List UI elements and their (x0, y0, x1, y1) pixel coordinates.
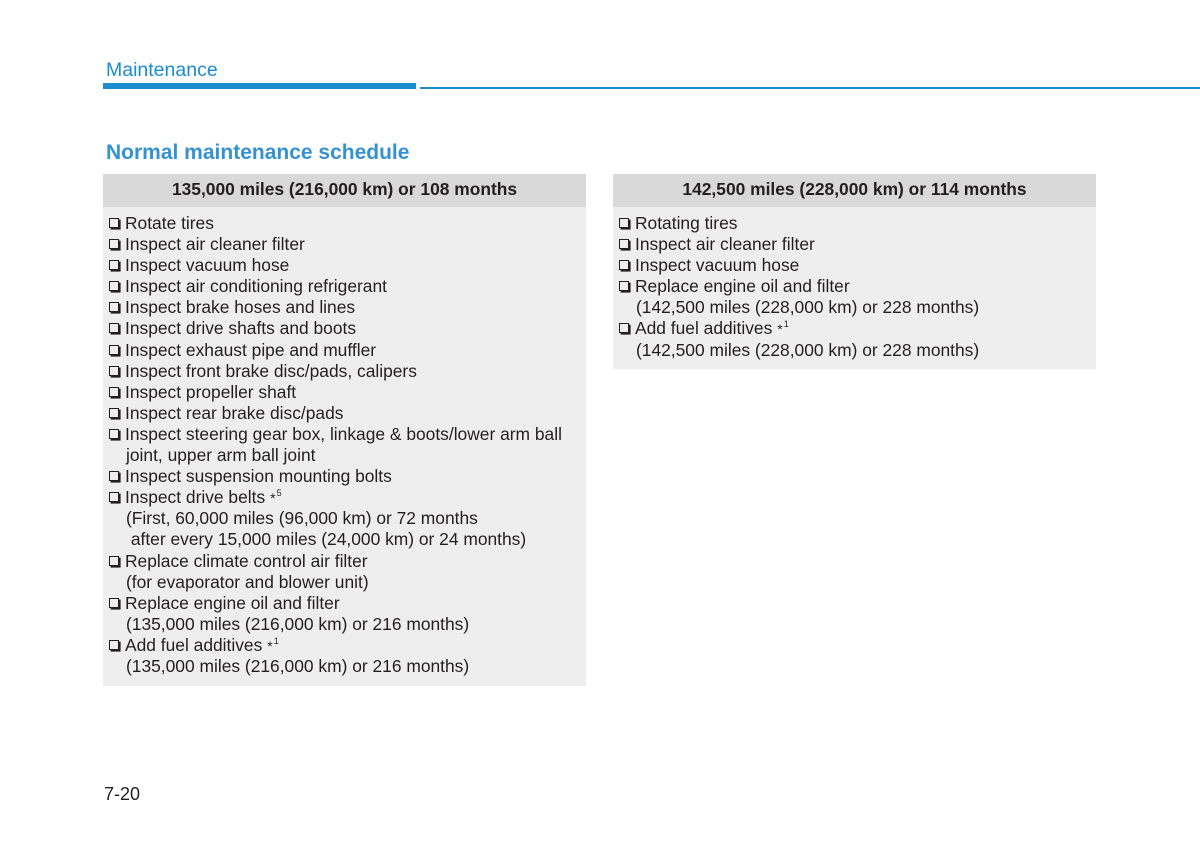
footnote-mark: * (777, 321, 783, 338)
item-text: Replace engine oil and filter (635, 276, 850, 297)
item-continuation-line (109, 656, 586, 677)
item-line (619, 318, 1096, 339)
section-title: Maintenance (106, 59, 218, 81)
item-text: Inspect air cleaner filter (635, 234, 815, 255)
item-text: (135,000 miles (216,000 km) or 216 months) (126, 613, 470, 634)
checkbox-icon (109, 323, 119, 333)
checkbox-icon (619, 218, 629, 228)
item-line (109, 593, 586, 614)
checkbox-icon (619, 260, 629, 270)
item-text: Inspect air conditioning refrigerant (125, 276, 387, 297)
checklist-item (109, 593, 586, 635)
item-continuation-line (109, 529, 586, 550)
item-text: after every 15,000 miles (24,000 km) or 24 months) (126, 529, 527, 550)
section-rule-thick (103, 83, 416, 89)
item-text: Inspect brake hoses and lines (125, 297, 356, 318)
item-text: Rotate tires (125, 213, 214, 233)
item-line (619, 276, 1096, 297)
item-continuation-line (619, 340, 1096, 361)
footnote-mark: * (270, 490, 276, 507)
item-line (109, 403, 586, 424)
item-text: Inspect suspension mounting bolts (125, 466, 392, 487)
checklist-item (619, 255, 1096, 276)
checklist (613, 207, 1096, 369)
checkbox-icon (109, 260, 119, 270)
schedule-column-right (613, 174, 1096, 369)
footnote-mark: * (267, 637, 273, 654)
checklist-item (109, 487, 586, 550)
item-text: Inspect exhaust pipe and muffler (125, 339, 377, 360)
item-text: joint, upper arm ball joint (126, 445, 316, 466)
item-text: (First, 60,000 miles (96,000 km) or 72 months (126, 508, 478, 529)
item-line (109, 318, 586, 339)
checklist-item (109, 255, 586, 276)
checklist-item (109, 635, 586, 677)
checkbox-icon (109, 239, 119, 249)
checklist-item (619, 234, 1096, 255)
item-text: Add fuel additives (125, 634, 263, 655)
item-text: Replace engine oil and filter (125, 592, 340, 613)
item-line (619, 255, 1096, 276)
item-text: (142,500 miles (228,000 km) or 228 months) (636, 297, 980, 318)
item-text: Rotating tires (635, 213, 738, 233)
item-line (109, 424, 586, 445)
item-text: (142,500 miles (228,000 km) or 228 months) (636, 339, 980, 360)
checklist-item (109, 361, 586, 382)
page-number: 7-20 (104, 784, 141, 804)
item-text: Inspect steering gear box, linkage & boots/lower arm ball (125, 423, 562, 444)
item-text: Inspect drive shafts and boots (125, 318, 357, 339)
item-line (109, 234, 586, 255)
item-line (109, 361, 586, 382)
checkbox-icon (109, 366, 119, 376)
item-line (109, 635, 586, 656)
item-line (109, 551, 586, 572)
footnote-number: 5 (276, 488, 282, 499)
checklist-item (109, 403, 586, 424)
item-continuation-line (109, 572, 586, 593)
column-heading: 135,000 miles (216,000 km) or 108 months (103, 174, 586, 207)
item-continuation-line (109, 445, 586, 466)
item-line (109, 276, 586, 297)
checkbox-icon (109, 556, 119, 566)
item-continuation-line (109, 614, 586, 635)
checklist-item (109, 213, 586, 234)
checklist (103, 207, 586, 686)
checklist-item (109, 466, 586, 487)
checkbox-icon (109, 598, 119, 608)
checklist-item (109, 551, 586, 593)
item-line (109, 297, 586, 318)
item-line (109, 487, 586, 508)
item-text: Inspect air cleaner filter (125, 234, 305, 255)
item-line (619, 234, 1096, 255)
column-heading: 142,500 miles (228,000 km) or 114 months (613, 174, 1096, 207)
checkbox-icon (619, 323, 629, 333)
checkbox-icon (109, 408, 119, 418)
item-text: Inspect front brake disc/pads, calipers (125, 360, 417, 381)
section-rule-thin (420, 87, 1200, 89)
item-text: Add fuel additives (635, 318, 773, 339)
checkbox-icon (109, 218, 119, 228)
item-text: Replace climate control air filter (125, 550, 368, 571)
checkbox-icon (109, 345, 119, 355)
checklist-item (109, 234, 586, 255)
item-line (619, 213, 1096, 234)
checkbox-icon (109, 302, 119, 312)
checklist-item (109, 297, 586, 318)
checkbox-icon (109, 387, 119, 397)
checklist-item (619, 318, 1096, 360)
item-line (109, 340, 586, 361)
checklist-item (109, 340, 586, 361)
item-text: Inspect vacuum hose (635, 255, 800, 276)
checklist-item (109, 276, 586, 297)
item-continuation-line (109, 508, 586, 529)
item-line (109, 255, 586, 276)
checklist-item (619, 276, 1096, 318)
checkbox-icon (109, 640, 119, 650)
page-title: Normal maintenance schedule (106, 141, 410, 164)
item-line (109, 466, 586, 487)
item-line (109, 213, 586, 234)
footnote-number: 1 (783, 319, 789, 330)
checkbox-icon (109, 281, 119, 291)
schedule-column-left (103, 174, 586, 686)
item-text: Inspect propeller shaft (125, 381, 297, 402)
checklist-item (109, 318, 586, 339)
item-text: Inspect drive belts (125, 487, 266, 508)
item-text: (135,000 miles (216,000 km) or 216 months) (126, 655, 470, 676)
item-text: Inspect vacuum hose (125, 255, 290, 276)
checklist-item (109, 382, 586, 403)
checkbox-icon (619, 281, 629, 291)
item-text: Inspect rear brake disc/pads (125, 402, 344, 423)
checkbox-icon (109, 471, 119, 481)
checkbox-icon (109, 429, 119, 439)
checklist-item (619, 213, 1096, 234)
checkbox-icon (619, 239, 629, 249)
item-continuation-line (619, 297, 1096, 318)
footnote-number: 1 (273, 635, 279, 646)
item-line (109, 382, 586, 403)
checkbox-icon (109, 492, 119, 502)
item-text: (for evaporator and blower unit) (126, 571, 369, 592)
checklist-item (109, 424, 586, 466)
